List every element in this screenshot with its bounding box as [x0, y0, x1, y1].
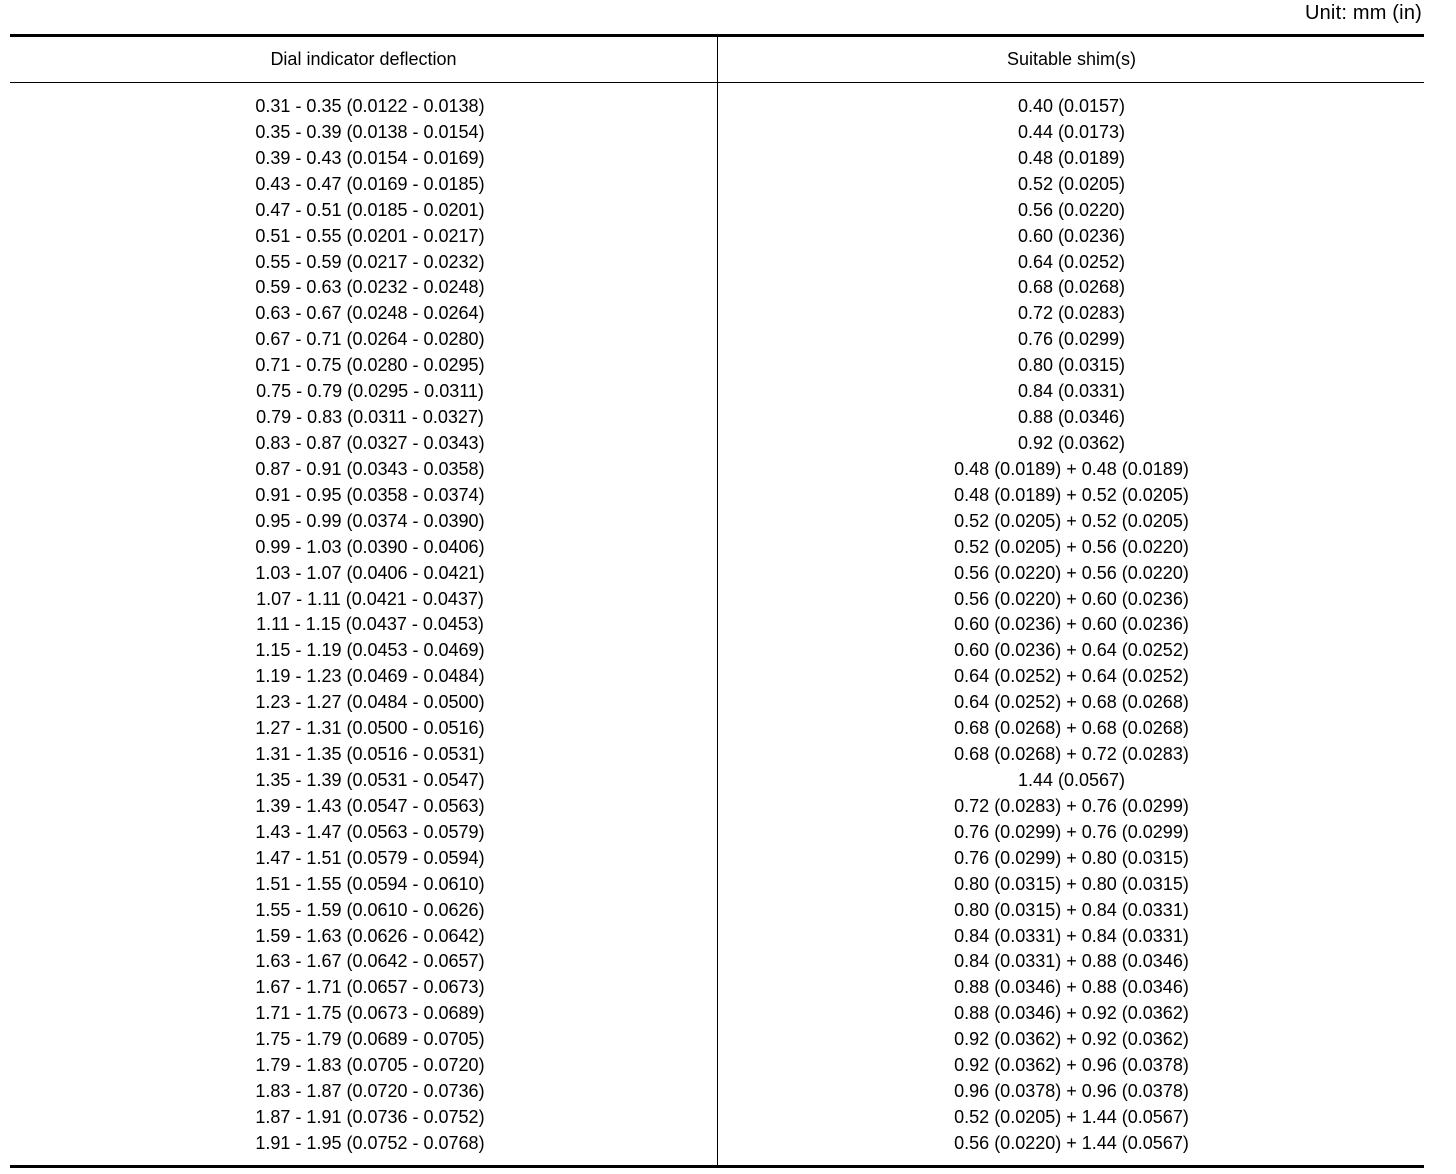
shim-cell: 0.92 (0.0362) + 0.96 (0.0378): [954, 1055, 1189, 1076]
shim-cell: 0.44 (0.0173): [1017, 121, 1126, 142]
unit-label: Unit: mm (in): [1304, 2, 1422, 24]
deflection-cell: 1.87 - 1.91 (0.0736 - 0.0752): [255, 1106, 485, 1127]
shim-cell: 0.60 (0.0236) + 0.64 (0.0252): [954, 640, 1189, 661]
shim-cell: 0.92 (0.0362) + 0.92 (0.0362): [954, 1029, 1189, 1050]
deflection-cell: 0.91 - 0.95 (0.0358 - 0.0374): [255, 484, 485, 505]
shim-cell: 0.52 (0.0205): [1017, 173, 1126, 194]
shim-cell: 0.52 (0.0205) + 0.52 (0.0205): [954, 510, 1189, 531]
deflection-cell: 0.71 - 0.75 (0.0280 - 0.0295): [255, 355, 485, 376]
deflection-cell: 0.59 - 0.63 (0.0232 - 0.0248): [255, 277, 485, 298]
shim-cell: 0.76 (0.0299) + 0.80 (0.0315): [954, 847, 1189, 868]
shim-cell: 0.40 (0.0157): [1017, 96, 1126, 116]
deflection-cell: 1.15 - 1.19 (0.0453 - 0.0469): [255, 640, 485, 661]
deflection-cell: 0.51 - 0.55 (0.0201 - 0.0217): [255, 225, 485, 246]
shim-cell: 0.48 (0.0189) + 0.48 (0.0189): [954, 458, 1189, 479]
deflection-cell: 1.71 - 1.75 (0.0673 - 0.0689): [255, 1003, 485, 1024]
deflection-cell: 0.63 - 0.67 (0.0248 - 0.0264): [255, 303, 485, 324]
shim-cell: 0.48 (0.0189): [1017, 147, 1126, 168]
shim-cell: 0.76 (0.0299): [1017, 329, 1126, 350]
shim-cell: 0.52 (0.0205) + 1.44 (0.0567): [954, 1106, 1189, 1127]
shim-cell: 0.84 (0.0331) + 0.84 (0.0331): [954, 925, 1189, 946]
deflection-cell: 1.79 - 1.83 (0.0705 - 0.0720): [255, 1055, 485, 1076]
shim-cell: 0.80 (0.0315) + 0.80 (0.0315): [954, 873, 1189, 894]
deflection-cell: 0.79 - 0.83 (0.0311 - 0.0327): [256, 407, 484, 428]
shims-column: [719, 94, 1424, 1157]
deflection-cell: 0.55 - 0.59 (0.0217 - 0.0232): [255, 251, 485, 272]
deflection-cell: 0.39 - 0.43 (0.0154 - 0.0169): [255, 147, 485, 168]
deflection-cell: 1.11 - 1.15 (0.0437 - 0.0453): [256, 614, 484, 635]
shim-cell: 0.60 (0.0236): [1017, 225, 1126, 246]
shim-cell: 0.88 (0.0346) + 0.92 (0.0362): [954, 1003, 1189, 1024]
shim-cell: 1.44 (0.0567): [1017, 769, 1126, 790]
shim-cell: 0.80 (0.0315) + 0.84 (0.0331): [954, 899, 1189, 920]
deflection-cell: 0.67 - 0.71 (0.0264 - 0.0280): [255, 329, 485, 350]
deflection-cell: 1.31 - 1.35 (0.0516 - 0.0531): [255, 744, 485, 765]
deflection-cell: 1.67 - 1.71 (0.0657 - 0.0673): [255, 977, 485, 998]
shim-cell: 0.92 (0.0362): [1017, 432, 1126, 453]
deflection-cell: 1.19 - 1.23 (0.0469 - 0.0484): [255, 666, 485, 687]
deflection-cell: 1.27 - 1.31 (0.0500 - 0.0516): [255, 718, 485, 739]
deflection-cell: 1.07 - 1.11 (0.0421 - 0.0437): [256, 588, 484, 609]
shim-cell: 0.76 (0.0299) + 0.76 (0.0299): [954, 821, 1189, 842]
shim-cell: 0.56 (0.0220) + 1.44 (0.0567): [954, 1132, 1189, 1153]
shim-cell: 0.52 (0.0205) + 0.56 (0.0220): [954, 536, 1189, 557]
deflection-cell: 0.31 - 0.35 (0.0122 - 0.0138): [255, 96, 485, 116]
deflection-cell: 0.75 - 0.79 (0.0295 - 0.0311): [256, 381, 484, 402]
deflection-cell: 0.87 - 0.91 (0.0343 - 0.0358): [255, 458, 485, 479]
table-bottom-rule: [10, 1165, 1424, 1168]
shim-cell: 0.80 (0.0315): [1017, 355, 1126, 376]
shim-cell: 0.64 (0.0252): [1017, 251, 1126, 272]
shim-cell: 0.56 (0.0220) + 0.56 (0.0220): [954, 562, 1189, 583]
deflection-cell: 1.43 - 1.47 (0.0563 - 0.0579): [255, 821, 485, 842]
deflection-column: [10, 94, 730, 1157]
shim-cell: 0.72 (0.0283) + 0.76 (0.0299): [954, 795, 1189, 816]
shim-cell: 0.48 (0.0189) + 0.52 (0.0205): [954, 484, 1189, 505]
deflection-cell: 1.75 - 1.79 (0.0689 - 0.0705): [255, 1029, 485, 1050]
shim-selection-table: [10, 34, 1424, 1168]
shim-cell: 0.64 (0.0252) + 0.68 (0.0268): [954, 692, 1189, 713]
deflection-cell: 0.83 - 0.87 (0.0327 - 0.0343): [255, 432, 485, 453]
shim-cell: 0.56 (0.0220): [1017, 199, 1126, 220]
deflection-cell: 1.39 - 1.43 (0.0547 - 0.0563): [255, 795, 485, 816]
shim-cell: 0.68 (0.0268) + 0.72 (0.0283): [954, 744, 1189, 765]
deflection-cell: 1.03 - 1.07 (0.0406 - 0.0421): [255, 562, 485, 583]
column-header-shims: Suitable shim(s): [1006, 48, 1137, 69]
shim-cell: 0.72 (0.0283): [1017, 303, 1126, 324]
shim-cell: 0.68 (0.0268) + 0.68 (0.0268): [954, 718, 1189, 739]
shim-cell: 0.84 (0.0331): [1017, 381, 1126, 402]
deflection-cell: 0.43 - 0.47 (0.0169 - 0.0185): [255, 173, 485, 194]
deflection-cell: 1.59 - 1.63 (0.0626 - 0.0642): [255, 925, 485, 946]
deflection-cell: 1.51 - 1.55 (0.0594 - 0.0610): [255, 873, 485, 894]
shim-cell: 0.64 (0.0252) + 0.64 (0.0252): [954, 666, 1189, 687]
shim-cell: 0.88 (0.0346) + 0.88 (0.0346): [954, 977, 1189, 998]
shim-cell: 0.68 (0.0268): [1017, 277, 1126, 298]
deflection-cell: 1.23 - 1.27 (0.0484 - 0.0500): [255, 692, 485, 713]
deflection-cell: 1.55 - 1.59 (0.0610 - 0.0626): [255, 899, 485, 920]
deflection-cell: 1.63 - 1.67 (0.0642 - 0.0657): [255, 951, 485, 972]
deflection-cell: 1.83 - 1.87 (0.0720 - 0.0736): [255, 1081, 485, 1102]
shim-cell: 0.96 (0.0378) + 0.96 (0.0378): [954, 1081, 1189, 1102]
shim-cell: 0.56 (0.0220) + 0.60 (0.0236): [954, 588, 1189, 609]
deflection-cell: 0.95 - 0.99 (0.0374 - 0.0390): [255, 510, 485, 531]
deflection-cell: 0.47 - 0.51 (0.0185 - 0.0201): [255, 199, 485, 220]
deflection-cell: 1.91 - 1.95 (0.0752 - 0.0768): [255, 1132, 485, 1153]
column-header-deflection: Dial indicator deflection: [270, 48, 457, 69]
deflection-cell: 0.35 - 0.39 (0.0138 - 0.0154): [255, 121, 485, 142]
shim-cell: 0.88 (0.0346): [1017, 407, 1126, 428]
deflection-cell: 1.35 - 1.39 (0.0531 - 0.0547): [255, 769, 485, 790]
deflection-cell: 0.99 - 1.03 (0.0390 - 0.0406): [255, 536, 485, 557]
shim-cell: 0.84 (0.0331) + 0.88 (0.0346): [954, 951, 1189, 972]
shim-cell: 0.60 (0.0236) + 0.60 (0.0236): [954, 614, 1189, 635]
deflection-cell: 1.47 - 1.51 (0.0579 - 0.0594): [255, 847, 485, 868]
